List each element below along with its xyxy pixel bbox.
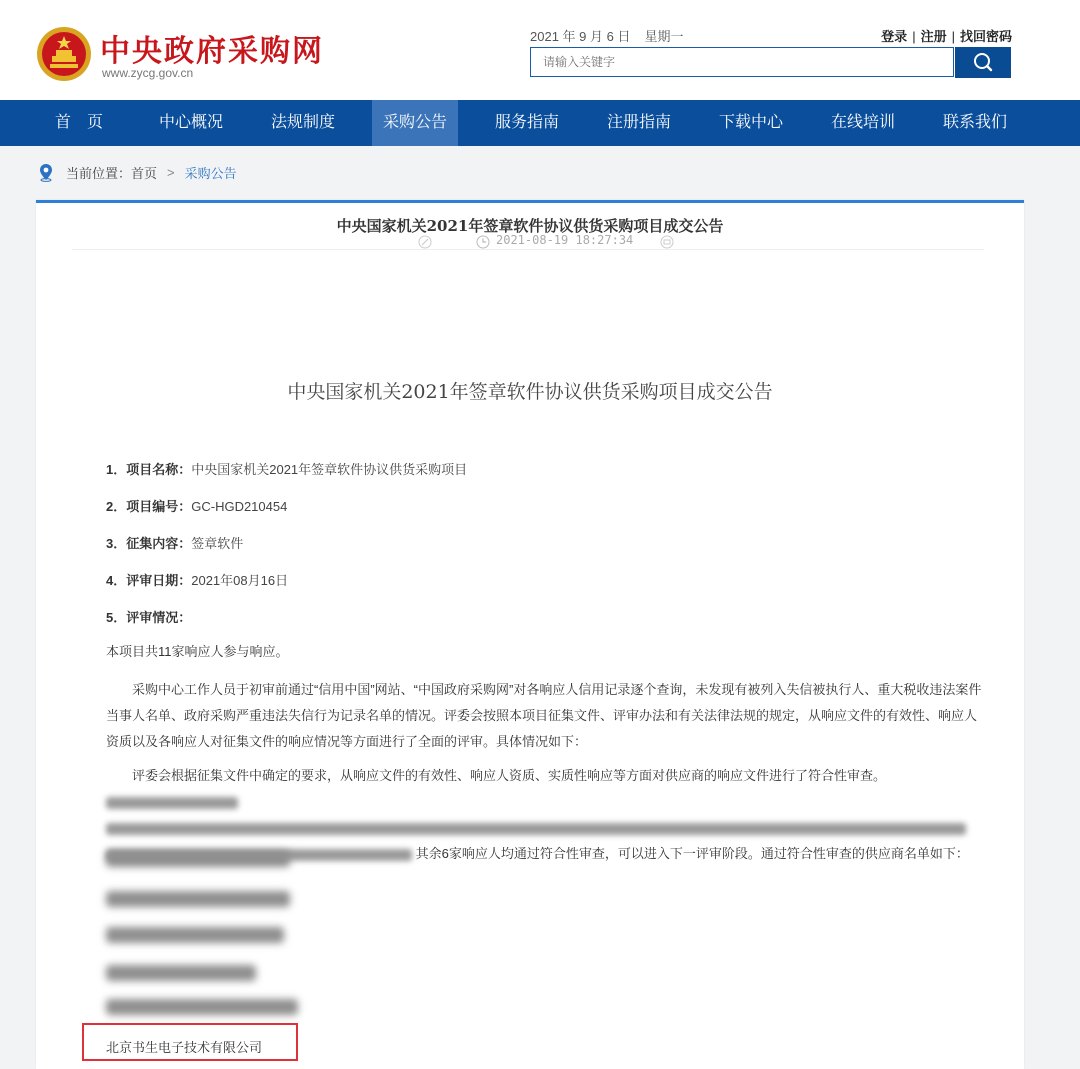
nav-regulations[interactable]: 法规制度 bbox=[270, 114, 335, 131]
compliance-text-start: 评委会根据征集文件中确定的要求，从响应文件的有效性、响应人资质、实质性响应等方面对供应商的响应文件进行了符合性审查。 bbox=[106, 768, 887, 783]
nav-home[interactable]: 首 页 bbox=[54, 114, 103, 131]
edit-icon bbox=[418, 235, 432, 249]
redacted-text bbox=[106, 823, 966, 835]
login-link[interactable]: 登录 bbox=[881, 29, 908, 44]
item-value: 签章软件 bbox=[191, 536, 244, 551]
item-value: 中央国家机关2021年签章软件协议供货采购项目 bbox=[191, 462, 468, 477]
site-name[interactable]: 中央政府采购网 bbox=[100, 34, 324, 69]
weekday-text: 星期一 bbox=[644, 29, 684, 44]
compliance-text-end: 其余6家响应人均通过符合性审查，可以进入下一评审阶段。通过符合性审查的供应商名单如下： bbox=[415, 846, 969, 861]
current-date bbox=[530, 26, 683, 45]
article-card bbox=[36, 200, 1024, 1069]
breadcrumb-current[interactable]: 采购公告 bbox=[184, 165, 237, 181]
retrieve-password-link[interactable]: 找回密码 bbox=[959, 29, 1012, 44]
item-review-date bbox=[106, 570, 288, 589]
breadcrumb-prefix: 当前位置： bbox=[66, 165, 132, 181]
redacted-vendor bbox=[106, 965, 256, 981]
breadcrumb-separator: > bbox=[167, 164, 175, 180]
item-label: 3．征集内容： bbox=[106, 536, 192, 551]
nav-service-guide[interactable]: 服务指南 bbox=[494, 114, 559, 131]
national-emblem-logo[interactable] bbox=[36, 26, 92, 82]
nav-download-center[interactable]: 下载中心 bbox=[718, 114, 783, 131]
item-label: 2．项目编号： bbox=[106, 499, 192, 514]
item-project-name bbox=[106, 459, 467, 478]
body-title: 中央国家机关2021年签章软件协议供货采购项目成交公告 bbox=[287, 381, 773, 403]
redacted-vendor bbox=[106, 999, 298, 1015]
nav-online-training[interactable]: 在线培训 bbox=[830, 114, 895, 131]
search-icon bbox=[955, 47, 1011, 78]
item-project-number bbox=[106, 496, 287, 515]
site-url: www.zycg.gov.cn bbox=[102, 66, 194, 80]
breadcrumb-home[interactable]: 首页 bbox=[131, 165, 158, 181]
item-label: 4．评审日期： bbox=[106, 573, 192, 588]
search-input[interactable] bbox=[530, 47, 954, 77]
location-pin-icon bbox=[36, 162, 56, 182]
article-header-title: 中央国家机关2021年签章软件协议供货采购项目成交公告 bbox=[336, 217, 724, 235]
site-header bbox=[0, 0, 1080, 100]
publish-time: 2021-08-19 18:27:34 bbox=[496, 233, 634, 247]
item-content bbox=[106, 533, 243, 552]
paragraph-credit-check: 采购中心工作人员于初审前通过“信用中国”网站、“中国政府采购网”对各响应人信用记录逐个查询，未发现有被列入失信被执行人、重大税收违法案件当事人名单、政府采购严重违法失信行为记录名单的情况。评委会按照本项目征集文件、评审办法和有关法律法规的规定，从响应文件的有效性、响应人资质以及各响应人对征集文件的响应情况等方面进行了全面的评审。具体情况如下： bbox=[106, 682, 982, 749]
breadcrumb bbox=[36, 162, 237, 182]
search-button[interactable] bbox=[955, 47, 1011, 78]
redacted-vendor bbox=[106, 891, 290, 907]
nav-procurement-notices[interactable]: 采购公告 bbox=[372, 100, 458, 146]
register-link[interactable]: 注册 bbox=[920, 29, 947, 44]
item-value: 2021年08月16日 bbox=[191, 573, 289, 588]
print-icon[interactable] bbox=[660, 235, 674, 249]
highlighted-vendor: 北京书生电子技术有限公司 bbox=[106, 1040, 263, 1055]
redacted-text bbox=[106, 797, 238, 809]
redacted-vendor bbox=[106, 851, 290, 867]
redacted-vendor bbox=[106, 927, 284, 943]
title-divider bbox=[72, 249, 984, 250]
paragraph-respondents: 本项目共11家响应人参与响应。 bbox=[106, 644, 289, 659]
item-label: 5．评审情况： bbox=[106, 610, 192, 625]
nav-registration-guide[interactable]: 注册指南 bbox=[606, 114, 671, 131]
link-separator: | bbox=[951, 29, 955, 44]
nav-overview[interactable]: 中心概况 bbox=[158, 114, 223, 131]
date-text: 2021 年 9 月 6 日 bbox=[530, 29, 631, 44]
nav-contact-us[interactable]: 联系我们 bbox=[942, 114, 1007, 131]
item-value: GC-HGD210454 bbox=[191, 499, 288, 514]
main-nav bbox=[0, 100, 1080, 146]
user-links bbox=[881, 26, 1012, 45]
item-label: 1．项目名称： bbox=[106, 462, 192, 477]
item-review-status bbox=[106, 607, 191, 626]
clock-icon bbox=[476, 235, 490, 249]
link-separator: | bbox=[912, 29, 916, 44]
